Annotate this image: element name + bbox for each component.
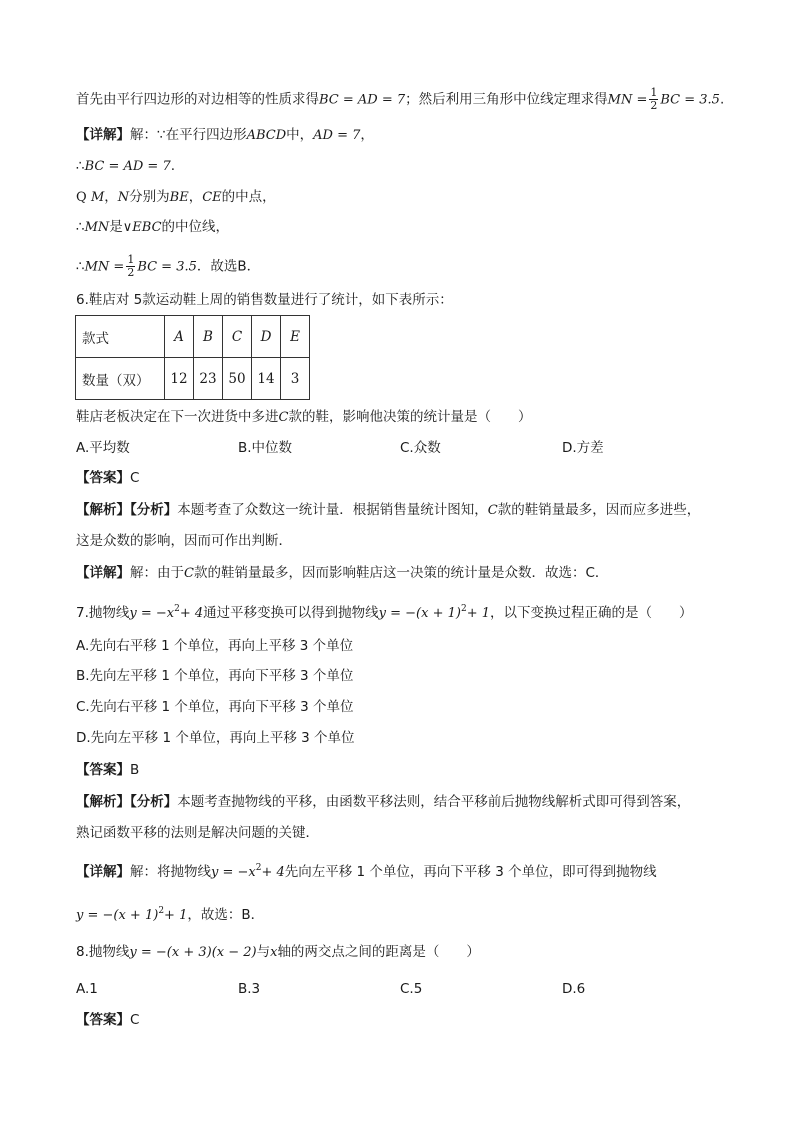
table-cell: 12 <box>165 358 194 400</box>
q6-answer <box>76 468 139 488</box>
q7-stem: 7.抛物线$y = -x^2+ 4$通过平移变换可以得到抛物线$y = -(x + 1)^2+ 1$，以下变换过程正确的是（ ） <box>76 604 693 621</box>
table-row-label: 数量（双） <box>76 358 165 400</box>
analysis-tag: 【解析】【分析】 <box>76 502 178 518</box>
answer-tag: 【答案】 <box>76 470 130 486</box>
q6-option-a: A.平均数 <box>76 440 130 456</box>
q5-detail-line-1: 【详解】解：∵在平行四边形ABCD中，AD = 7， <box>76 127 374 143</box>
table-row <box>76 358 310 400</box>
formula: BC = 3.5 <box>660 92 720 108</box>
q8-answer <box>76 1010 139 1030</box>
q7-option-c: C.先向右平移 1 个单位，再向下平移 3 个单位 <box>76 699 354 715</box>
q6-analysis-line-2: 这是众数的影响，因而可作出判断． <box>76 533 292 549</box>
table-column: E <box>281 316 310 358</box>
sales-table <box>75 315 310 400</box>
q7-detail-line-2: $y = -(x + 1)^2+ 1$，故选：B． <box>76 906 265 923</box>
table-cell: 3 <box>281 358 310 400</box>
q8-option-d: D.6 <box>562 981 586 997</box>
answer-value: C <box>130 1012 140 1028</box>
table-column: A <box>165 316 194 358</box>
table-header-label: 款式 <box>76 316 165 358</box>
q7-option-d: D.先向左平移 1 个单位，再向上平移 3 个单位 <box>76 730 355 746</box>
q8-option-a: A.1 <box>76 981 98 997</box>
detail-tag: 【详解】 <box>76 565 130 581</box>
q7-option-b: B.先向左平移 1 个单位，再向下平移 3 个单位 <box>76 668 354 684</box>
intro-line <box>76 87 724 112</box>
q7-analysis-line-2: 熟记函数平移的法则是解决问题的关键． <box>76 825 319 841</box>
q6-option-b: B.中位数 <box>238 440 293 456</box>
q6-option-d: D.方差 <box>562 440 604 456</box>
fraction: $\frac{1}{2}$ <box>650 86 658 112</box>
q7-answer <box>76 760 139 780</box>
q6-stem: 6.鞋店对 5款运动鞋上周的销售数量进行了统计，如下表所示： <box>76 292 453 308</box>
q7-detail-line-1: 【详解】解：将抛物线$y = -x^2+ 4$先向左平移 1 个单位，再向下平移 3 个单位，即可得到抛物线 <box>76 863 657 880</box>
q6-option-c: C.众数 <box>400 440 441 456</box>
q8-stem: 8.抛物线y = −(x + 3)(x − 2)与x轴的两交点之间的距离是（ ） <box>76 944 480 960</box>
q8-option-b: B.3 <box>238 981 261 997</box>
table-cell: 14 <box>252 358 281 400</box>
q7-analysis-line-1: 【解析】【分析】本题考查抛物线的平移，由函数平移法则，结合平移前后抛物线解析式即可得到答案， <box>76 794 691 810</box>
answer-value: C <box>130 470 140 486</box>
table-column: C <box>223 316 252 358</box>
text: ；然后利用三角形中位线定理求得 <box>405 91 608 108</box>
table-row <box>76 316 310 358</box>
formula: BC = AD = 7 <box>319 92 406 108</box>
q8-option-c: C.5 <box>400 981 423 997</box>
answer-tag: 【答案】 <box>76 762 130 778</box>
q5-detail-line-5: ∴MN = $\frac{1}{2}$ BC = 3.5．故选B． <box>76 253 261 279</box>
table-cell: 50 <box>223 358 252 400</box>
q6-detail: 【详解】解：由于C款的鞋销量最多，因而影响鞋店这一决策的统计量是众数．故选：C． <box>76 565 609 581</box>
analysis-tag: 【解析】【分析】 <box>76 794 178 810</box>
table-column: B <box>194 316 223 358</box>
q5-detail-line-3: Q M，N分别为BE，CE的中点， <box>76 189 276 205</box>
q5-detail-line-4: ∴MN是∨EBC的中位线， <box>76 219 230 235</box>
answer-tag: 【答案】 <box>76 1012 130 1028</box>
text: . <box>719 91 725 108</box>
text: 首先由平行四边形的对边相等的性质求得 <box>76 91 319 108</box>
fraction: $\frac{1}{2}$ <box>127 253 135 279</box>
q6-question: 鞋店老板决定在下一次进货中多进C款的鞋，影响他决策的统计量是（ ） <box>76 409 532 425</box>
table-column: D <box>252 316 281 358</box>
q5-detail-line-2: ∴BC = AD = 7. <box>76 158 176 174</box>
q6-analysis-line-1: 【解析】【分析】本题考查了众数这一统计量．根据销售量统计图知，C款的鞋销量最多，因而应多进些， <box>76 502 701 518</box>
table-cell: 23 <box>194 358 223 400</box>
q7-option-a: A.先向右平移 1 个单位，再向上平移 3 个单位 <box>76 638 354 654</box>
detail-tag: 【详解】 <box>76 127 130 143</box>
answer-value: B <box>130 762 140 778</box>
detail-tag: 【详解】 <box>76 864 130 880</box>
formula: MN = <box>607 92 648 108</box>
